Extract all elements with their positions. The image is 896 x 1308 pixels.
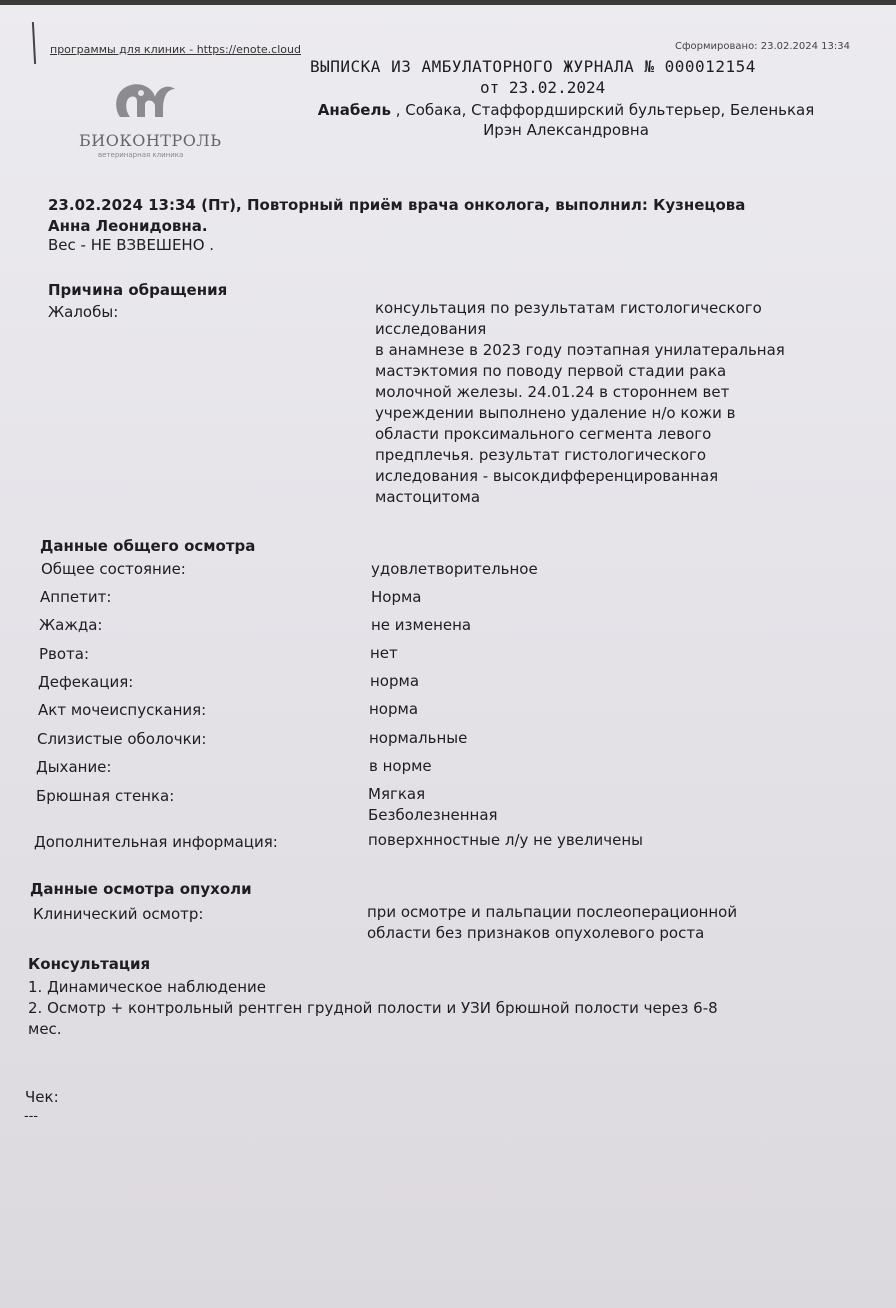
page-mark	[32, 22, 36, 64]
exam-label-urination: Акт мочеиспускания:	[38, 701, 207, 719]
complaints-line: иследования - высокдифференцированная	[375, 467, 719, 485]
exam-value-urination: норма	[369, 700, 419, 718]
plan-item-2: 2. Осмотр + контрольный рентген грудной полости и УЗИ брюшной полости через 6-8	[28, 999, 718, 1017]
extra-info-value: поверхнностные л/у не увеличены	[368, 831, 643, 849]
tumor-exam-title: Данные осмотра опухоли	[30, 880, 252, 898]
exam-value-vomiting: нет	[370, 644, 398, 662]
complaints-line: исследования	[375, 320, 487, 338]
complaints-line: учреждении выполнено удаление н/о кожи в	[375, 404, 736, 422]
exam-value-general: удовлетворительное	[371, 560, 538, 578]
complaints-line: в анамнезе в 2023 году поэтапная унилатеральная	[375, 341, 785, 359]
scan-edge	[0, 0, 896, 5]
exam-label-thirst: Жажда:	[39, 616, 103, 634]
visit-heading-line-2: Анна Леонидовна.	[48, 217, 208, 235]
exam-label-breathing: Дыхание:	[36, 758, 112, 776]
exam-label-appetite: Аппетит:	[40, 588, 112, 606]
plan-item-1: 1. Динамическое наблюдение	[28, 978, 267, 996]
exam-label-defecation: Дефекация:	[38, 673, 134, 691]
complaints-line: области проксимального сегмента левого	[375, 425, 712, 443]
clinic-logo-icon	[75, 75, 225, 135]
visit-heading-line-1: 23.02.2024 13:34 (Пт), Повторный приём врача онколога, выполнил: Кузнецова	[48, 196, 746, 214]
complaints-label: Жалобы:	[48, 303, 119, 321]
complaints-line: мастэктомия по поводу первой стадии рака	[375, 362, 727, 380]
reason-title: Причина обращения	[48, 281, 228, 299]
clinic-name: БИОКОНТРОЛЬ	[79, 131, 222, 150]
complaints-line: молочной железы. 24.01.24 в стороннем вет	[375, 383, 730, 401]
document-title: ВЫПИСКА ИЗ АМБУЛАТОРНОГО ЖУРНАЛА № 000012154	[310, 57, 756, 76]
check-value: ---	[24, 1109, 39, 1124]
exam-value-appetite: Норма	[371, 588, 422, 606]
patient-name: Анабель	[317, 101, 391, 119]
check-label: Чек:	[25, 1088, 59, 1106]
complaints-line: консультация по результатам гистологического	[375, 299, 762, 317]
exam-label-general: Общее состояние:	[41, 560, 186, 578]
clinical-exam-line-2: области без признаков опухолевого роста	[367, 924, 705, 942]
visit-heading	[48, 195, 878, 237]
consult-plan	[28, 977, 878, 1040]
clinical-exam-line-1: при осмотре и пальпации послеоперационной	[367, 903, 738, 921]
exam-value-abdomen	[368, 784, 498, 826]
complaints-text	[375, 298, 855, 508]
clinical-exam-label: Клинический осмотр:	[33, 905, 204, 923]
clinic-subtitle: ветеринарная клиника	[98, 151, 184, 159]
exam-label-vomiting: Рвота:	[39, 645, 90, 663]
abdomen-line-2: Безболезненная	[368, 806, 498, 824]
exam-value-defecation: норма	[370, 672, 420, 690]
abdomen-line-1: Мягкая	[368, 785, 426, 803]
consult-title: Консультация	[28, 955, 151, 973]
complaints-line: предплечья. результат гистологического	[375, 446, 707, 464]
exam-value-mucosa: нормальные	[369, 729, 468, 747]
formed-timestamp: Сформировано: 23.02.2024 13:34	[675, 41, 850, 52]
exam-value-breathing: в норме	[369, 757, 432, 775]
plan-item-2-cont: мес.	[28, 1020, 62, 1038]
general-exam-title: Данные общего осмотра	[40, 537, 256, 555]
exam-label-abdomen: Брюшная стенка:	[36, 787, 175, 805]
owner-name: Ирэн Александровна	[483, 121, 649, 139]
exam-value-thirst: не изменена	[371, 616, 472, 634]
document-date: от 23.02.2024	[480, 78, 606, 97]
patient-info	[266, 100, 866, 140]
patient-details: , Собака, Стаффордширский бультерьер, Беленькая	[390, 101, 815, 119]
extra-info-label: Дополнительная информация:	[34, 833, 278, 851]
exam-label-mucosa: Слизистые оболочки:	[37, 730, 207, 748]
source-link[interactable]: программы для клиник - https://enote.cloud	[50, 43, 301, 56]
clinical-exam-value	[367, 902, 867, 944]
complaints-line: мастоцитома	[375, 488, 481, 506]
weight-line: Вес - НЕ ВЗВЕШЕНО .	[48, 236, 215, 254]
